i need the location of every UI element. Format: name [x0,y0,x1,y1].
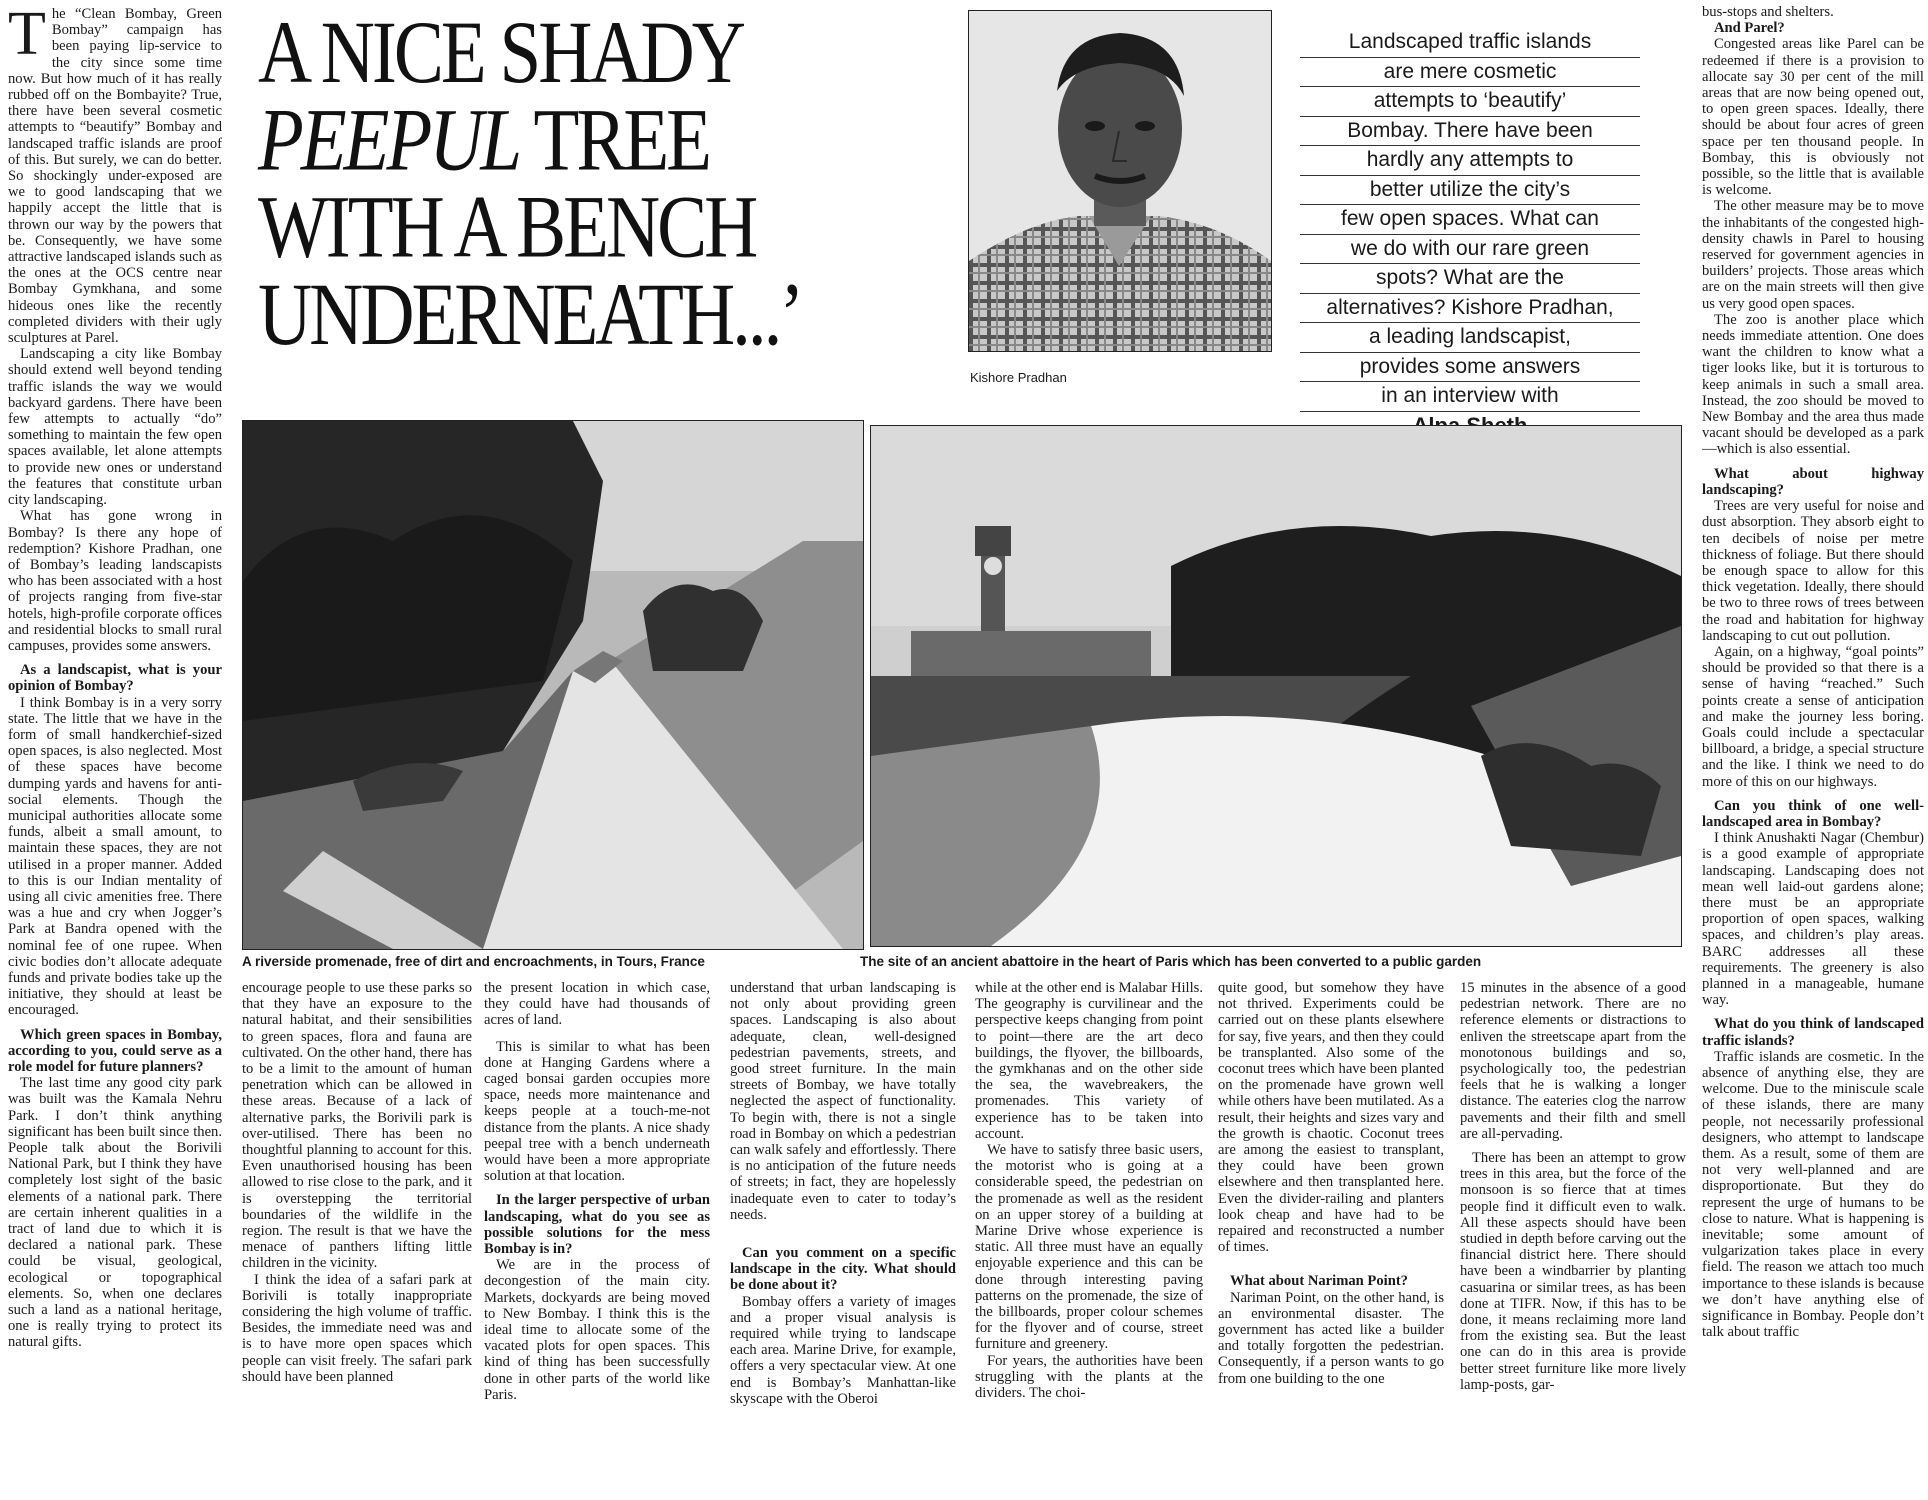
article-paragraph: Bombay offers a variety of images and a proper visual analysis is required while trying to landscape each area. Marine Drive, for example, offers a very spectacular view. At one end is Bombay’s Manhattan-like skyscape with the Oberoi [730,1293,956,1407]
portrait-caption: Kishore Pradhan [970,370,1067,385]
interview-question: What about Nariman Point? [1230,1273,1408,1290]
article-paragraph: Nariman Point, on the other hand, is an environmental disaster. The government has acted like a builder and totally forgotten the pedestrian. Consequently, if a person wants to go from one building to the one [1218,1289,1444,1387]
blurb-line: Bombay. There have been [1300,117,1640,147]
portrait-illustration [969,11,1271,351]
headline-line-2 [258,91,958,190]
photo-tours-caption: A riverside promenade, free of dirt and encroachments, in Tours, France [242,954,705,969]
headline-line-3: WITH A BENCH [258,178,756,277]
article-paragraph: I think Anushakti Nagar (Chembur) is a good example of appropriate landscaping. Landscaping does not mean well laid-out gardens alone; there must be an appropriate proportion of open spaces, walking spaces, and children’s play areas. BARC addresses all these requirements. The greenery is also planned in a manageable, humane way. [1702,830,1924,1009]
blurb-line: provides some answers [1300,353,1640,383]
blurb-line: spots? What are the [1300,264,1640,294]
article-paragraph: while at the other end is Malabar Hills. The geography is curvilinear and the perspective keeps changing from point to point—there are the art deco buildings, the flyover, the billboards, the gymkhanas and on the other side the sea, the wavebreakers, the promenades. This variety of experience has to be taken into account. [975,980,1203,1142]
interview-question: What do you think of landscaped traffic islands? [1702,1016,1924,1049]
blurb-line: attempts to ‘beautify’ [1300,87,1640,117]
article-paragraph: We have to satisfy three basic users, the motorist who is going at a considerable speed, the pedestrian on the promenade as well as the resident on an upper storey of a building at Marine Drive whose experience is static. All three must have an equally enjoyable experience and this can be done through interesting paving patterns on the promenade, the size of the billboards, proper colour schemes for the flyover and of course, street furniture and greenery. [975,1142,1203,1353]
photo-paris-caption: The site of an ancient abattoire in the heart of Paris which has been converted to a public garden [860,954,1482,969]
article-paragraph: This is similar to what has been done at Hanging Gardens where a caged bonsai garden occupies more space, needs more maintenance and keeps people at a touch-me-not distance from the plants. A nice shady peepal tree with a bench underneath would have been a more appropriate solution at that location. [484,1038,710,1185]
article-column-2 [242,980,472,1496]
blurb-line: in an interview with [1300,382,1640,412]
article-paragraph: quite good, but somehow they have not thrived. Experiments could be carried out on these plants elsewhere for say, five years, and then they could be transplanted. Also some of the coconut trees which have been planted on the promenade have grown well while others have been mutilated. As a result, their heights and sizes vary and the growth is chaotic. Coconut trees are among the easiest to transplant, they could have been grown elsewhere and then transplanted here. Even the divider-railing and planters look cheap and have had to be repaired and reconstructed a number of times. [1218,980,1444,1256]
interview-question: What about highway landscaping? [1702,465,1924,498]
interview-question: Can you comment on a specific landscape in the city. What should be done about it? [730,1245,956,1294]
article-paragraph: Again, on a highway, “goal points” should be provided so that there is a sense of having “reached.” Such points create a sense of anticipation and make the journey less boring. Goals could include a spectacular billboard, a bridge, a special structure and the like. I think we need to do more of this on our highways. [1702,643,1924,790]
interview-question: Can you think of one well-landscaped area in Bombay? [1702,797,1924,830]
article-paragraph [8,6,222,346]
article-paragraph: The last time any good city park was built was the Kamala Nehru Park. I don’t think anything significant has been built since then. People talk about the Borivili National Park, but I think they have completely lost sight of the basic elements of a national park. There are certain inherent qualities in a tract of land due to which it is declared a national park. These could be visual, geological, ecological or topographical elements. So, when one declares such a land as a national heritage, one is really trying to protect its natural gifts. [8,1075,222,1351]
photo-paris-illustration [871,426,1681,946]
blurb-line: Landscaped traffic islands [1300,28,1640,58]
paragraph-text: he “Clean Bombay, Green Bombay” campaign has been paying lip-service to the city since some time now. But how much of it has really rubbed off on the Bombayite? True, there have been several cosmetic attempts to “beautify” Bombay and landscaped traffic islands are proof of this. But surely, we can do better. So shockingly under-exposed are we to good landscaping that we happily accept the little that is thrown our way by the powers that be. Consequently, we have some attractive landscaped islands such as the ones at the OCS centre near Bombay Gymkhana, and some hideous ones like the recently completed dividers with their ugly sculptures at Parel. [8,6,222,347]
standfirst-blurb [1300,28,1640,440]
blurb-line: alternatives? Kishore Pradhan, [1300,294,1640,324]
article-paragraph: Traffic islands are cosmetic. In the absence of anything else, they are welcome. Due to the miniscule scale of these islands, there are many people, not necessarily professional designers, who attempt to landscape them. As a result, some of them are not very well-planned and are disproportionate. But they do represent the urge of humans to be close to nature. What is happening is inevitable; some amount of vulgarization takes place in every field. The reason we attach too much importance to these islands is because we don’t have anything else of significance in Bombay. People don’t talk about traffic [1702,1048,1924,1341]
portrait-photo [968,10,1272,352]
article-paragraph: The zoo is another place which needs immediate attention. One does want the children to know what a tiger looks like, but it is torturous to keep animals in such a small area. Instead, the zoo should be moved to New Bombay and the area thus made vacant should be developed as a park—which is also essential. [1702,311,1924,458]
photo-paris-garden [870,425,1682,947]
photo-tours-illustration [243,421,863,949]
article-paragraph: We are in the process of decongestion of the main city. Markets, dockyards are being moved to New Bombay. I think this is the ideal time to allocate some of the vacated plots for open spaces. This kind of thing has been successfully done in other parts of the world like Paris. [484,1257,710,1403]
blurb-line: better utilize the city’s [1300,176,1640,206]
article-paragraph: I think Bombay is in a very sorry state. The little that we have in the form of small handkerchief-sized open spaces, is also neglected. Most of these spaces have become dumping yards and havens for anti-social elements. Though the municipal authorities allocate some funds, albeit a small amount, to maintain these spaces, they are not utilised in a proper manner. Added to this is our Indian mentality of using all civic amenities free. There was a hue and cry when Jogger’s Park at Bandra opened with the nominal fee of one rupee. When civic bodies don’t allocate adequate funds and private bodies take up the initiative, they should at least be encouraged. [8,694,222,1019]
article-column-7 [1460,980,1686,1496]
article-column-8 [1702,4,1924,1496]
article-column-5 [975,980,1203,1496]
headline-tree: TREE [519,91,709,190]
interview-question: And Parel? [1714,20,1785,37]
photo-tours-promenade [242,420,864,950]
article-paragraph: understand that urban landscaping is not only about providing green spaces. Landscaping is also about adequate, clean, well-designed pedestrian pavements, streets, and good street furniture. In the main streets of Bombay, we have totally neglected the aspect of functionality. To begin with, there is not a single road in Bombay on which a pedestrian can walk safely and effortlessly. There is no anticipation of the future needs of streets; in fact, they are hopelessly inadequate even to cater to today’s needs. [730,980,956,1223]
blurb-line: a leading landscapist, [1300,323,1640,353]
article-column-4 [730,980,956,1496]
blurb-line: are mere cosmetic [1300,58,1640,88]
article-column-3 [484,980,710,1496]
article-paragraph: 15 minutes in the absence of a good pedestrian network. There are no reference elements or distractions to enliven the streetscape apart from the monotonous buildings and so, psychologically too, the pedestrian feels that he is walking a longer distance. The eateries clog the narrow pavements and their filth and smell are all-pervading. [1460,980,1686,1142]
article-paragraph: I think the idea of a safari park at Borivili is totally inappropriate considering the high volume of traffic. Besides, the immediate need was and is to have more open spaces which people can visit freely. The safari park should have been planned [242,1271,472,1385]
drop-cap: T [8,6,46,68]
blurb-line: we do with our rare green [1300,235,1640,265]
interview-question: Which green spaces in Bombay, according to you, could serve as a role model for future planners? [8,1026,222,1075]
article-column-6 [1218,980,1444,1496]
headline-line-1: A NICE SHADY [258,4,743,103]
article-paragraph: encourage people to use these parks so that they have an exposure to the natural habitat, and their sensibilities to green spaces, flora and fauna are cultivated. On the other hand, there has to be a limit to the amount of human penetration which can be allowed in these areas. Because of a lack of alternative parks, the Borivili park is over-utilised. There has been no thoughtful planning to account for this. Even unauthorised housing has been allowed to rise close to the park, and it is overstepping the territorial boundaries of the wildlife in the region. The result is that we have the menace of panthers lifting little children in the vicinity. [242,980,472,1272]
article-paragraph: bus-stops and shelters. [1702,4,1834,20]
blurb-line: few open spaces. What can [1300,205,1640,235]
headline-line-4: UNDERNEATH...’ [258,266,802,364]
interview-question: As a landscapist, what is your opinion of Bombay? [8,662,222,695]
article-paragraph: Trees are very useful for noise and dust absorption. They absorb eight to ten decibels of noise per metre thickness of foliage. But there should be enough space to allow for this thick vegetation. Ideally, there should be two to three rows of trees between the road and habitation for highway landscaping to cut out pollution. [1702,498,1924,644]
article-paragraph: The other measure may be to move the inhabitants of the congested high-density chawls in Parel to housing reserved for government agencies in builders’ projects. Those areas which are on the main streets will then give us very good open spaces. [1702,198,1924,312]
article-paragraph: What has gone wrong in Bombay? Is there any hope of redemption? Kishore Pradhan, one of Bombay’s leading landscapists who has been associated with a host of projects ranging from five-star hotels, high-profile corporate offices and residential blocks to small rural campuses, provides some answers. [8,508,222,654]
article-column-1 [8,6,222,1496]
article-paragraph: the present location in which case, they could have had thousands of acres of land. [484,980,710,1029]
article-paragraph: Congested areas like Parel can be redeemed if there is a provision to allocate say 30 per cent of the mill areas that are now being opened out, to open green spaces. Ideally, there should be about four acres of green space per ten thousand people. In Bombay, this is obviously not possible, so the little that is available is welcome. [1702,36,1924,199]
article-paragraph: There has been an attempt to grow trees in this area, but the force of the monsoon is so fierce that at times people find it difficult even to walk. All these aspects should have been studied in depth before carving out the financial district here. There should have been a windbarrier by planting casuarina or similar trees, as has been done at TIFR. Now, if this has to be done, it means reclaiming more land from the existing sea. But the least one can do in this area is provide better street furniture like more lively lamp-posts, gar- [1460,1150,1686,1393]
blurb-line: hardly any attempts to [1300,146,1640,176]
article-paragraph: Landscaping a city like Bombay should extend well beyond tending traffic islands the way we would backyard gardens. There have been few attempts to actually “do” something to maintain the few open spaces available, let alone attempts to provide new ones or understand the features that constitute urban city landscaping. [8,346,222,509]
headline [258,4,958,364]
article-paragraph: For years, the authorities have been struggling with the plants at the dividers. The choi- [975,1352,1203,1402]
headline-peepul: PEEPUL [258,91,520,190]
interview-question: In the larger perspective of urban landscaping, what do you see as possible solutions for the mess Bombay is in? [484,1192,710,1258]
